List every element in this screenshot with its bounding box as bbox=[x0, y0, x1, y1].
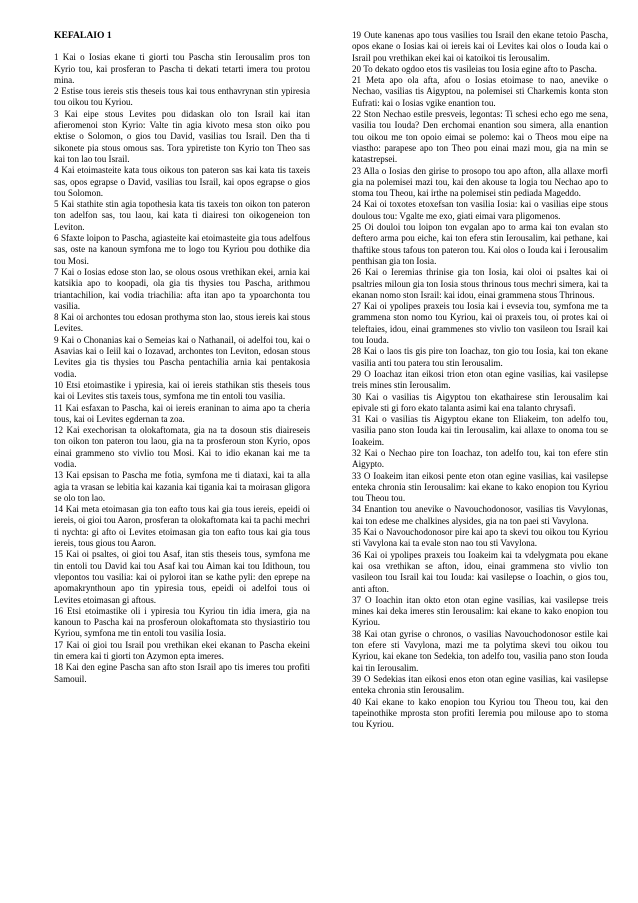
two-column-layout bbox=[54, 30, 608, 883]
verse: 12 Kai exechorisan ta olokaftomata, gia na ta dosoun stis diaireseis ton oikon ton pateron tou laou, gia na ta prosferoun ston Kyrio, opos einai grammeno sto vivlio tou Mosi. Kai to idio ekanan kai me ta vodia. bbox=[54, 425, 310, 469]
verse: 20 To dekato ogdoo etos tis vasileias tou Iosia egine afto to Pascha. bbox=[352, 63, 597, 74]
verse: 35 Kai o Navouchodonosor pire kai apo ta skevi tou oikou tou Kyriou sti Vavylona kai ta evale ston nao tou sti Vavylona. bbox=[352, 527, 608, 549]
verse: 40 Kai ekane to kako enopion tou Kyriou tou Theou tou, kai den tapeinothike mprosta ston profiti Ieremia pou milouse apo to stoma tou Kyriou. bbox=[352, 696, 608, 730]
verse: 7 Kai o Iosias edose ston lao, se olous osous vrethikan ekei, arnia kai katsikia apo to koopadi, ola gia tis thysies tou Pascha, arithmou triantachilion, kai vodia triachilia: afta itan apo ta ypoarchonta tou vasilia. bbox=[54, 266, 310, 311]
verse: 6 Sfaxte loipon to Pascha, agiasteite kai etoimasteite gia tous adelfous sas, oste na kanoun symfona me to logo tou Kyriou pou dothike dia tou Mosi. bbox=[54, 233, 310, 266]
verse: 31 Kai o vasilias tis Aigyptou ekane ton Eliakeim, ton adelfo tou, vasilia pano ston Iouda kai tin Ierousalim, kai allaxe to onoma tou se Ioakeim. bbox=[352, 414, 608, 447]
left-column bbox=[54, 30, 310, 883]
verse: 33 O Ioakeim itan eikosi pente eton otan egine vasilias, kai vasilepse enteka chronia stin Ierousalim: kai ekane to kako enopion tou Kyriou tou Theou tou. bbox=[352, 470, 608, 504]
verse: 25 Oi douloi tou loipon ton evgalan apo to arma kai ton evalan sto deftero arma pou eiche, kai ton efera stin Ierousalim, kai pethane, kai thaftike stous tafous ton pateron tou. Kai olos o Iouda kai i Ierousalim penthisan gia ton Iosia. bbox=[352, 222, 608, 266]
verse: 30 Kai o vasilias tis Aigyptou ton ekathairese stin Ierousalim kai epivale sti gi forο ekato talanta asimi kai ena talanto chrysafi. bbox=[352, 391, 608, 413]
verse: 17 Kai oi gioi tou Israil pou vrethikan ekei ekanan to Pascha ekeini tin emera kai ti giorti ton Azymon epta imeres. bbox=[54, 639, 310, 662]
verse: 18 Kai den egine Pascha san afto ston Israil apo tis imeres tou profiti Samouil. bbox=[54, 662, 310, 684]
verse: 4 Kai etoimasteite kata tous oikous ton pateron sas kai kata tis taxeis sas, opos egrapse o David, vasilias tou Israil, kai opos egrapse o gios tou Solomon. bbox=[54, 165, 310, 198]
verse: 38 Kai otan gyrise o chronos, o vasilias Navouchodonosor estile kai ton efere sti Vavylona, mazi me ta polytima skevi tou oikou tou Kyriou, kai ekane ton Sedekia, ton adelfo tou, vasilia pano ston Iouda kai tin Ierousalim. bbox=[352, 628, 608, 673]
verse: 22 Ston Nechao estile presveis, legontas: Ti schesi echo ego me sena, vasilia tou Iouda? Den erchomai enantion sou simera, alla enantion tou oikou me ton opoio eimai se polemo: kai o Theos mou eipe na viastho: parapese apo ton Theo pou einai mazi mou, gia na min se katastrepsei. bbox=[352, 109, 608, 165]
verse: 37 O Ioachin itan okto eton otan egine vasilias, kai vasilepse treis mines kai deka imeres stin Ierousalim: kai ekane to kako enopion tou Kyriou. bbox=[352, 594, 608, 628]
verse: 2 Estise tous iereis stis theseis tous kai tous enthavrynan stin ypiresia tou oikou tou Kyriou. bbox=[54, 86, 310, 108]
verse: 11 Kai esfaxan to Pascha, kai oi iereis eraninan to aima apo ta cheria tous, kai oi Levites egdernan ta zoa. bbox=[54, 402, 310, 424]
verse: 39 O Sedekias itan eikosi enos eton otan egine vasilias, kai vasilepse enteka chronia stin Ierousalim. bbox=[352, 673, 608, 696]
verse: 10 Etsi etoimastike i ypiresia, kai oi iereis stathikan stis theseis tous kai oi Levites stis taxeis tous, symfona me tin entoli tou vasilia. bbox=[54, 379, 310, 402]
verse: 3 Kai eipe stous Levites pou didaskan olo ton Israil kai itan afieromenoi ston Kyrio: Valte tin agia kivoto mesa ston oiko pou ektise o Solomon, o gios tou David, vasilias tou Israil. Den tha ti sikonete pia stous omous sas. Tora ypiretiste ton Kyrio ton Theo sas kai ton lao tou Israil. bbox=[54, 108, 310, 164]
verse: 29 O Ioachaz itan eikosi trion eton otan egine vasilias, kai vasilepse treis mines stin Ierousalim. bbox=[352, 368, 608, 391]
verse: 34 Enantion tou anevike o Navouchodonosor, vasilias tis Vavylonas, kai ton edese me chalkines alysides, gia na ton paei sti Vavylona. bbox=[352, 504, 608, 526]
verse: 9 Kai o Chonanias kai o Semeias kai o Nathanail, oi adelfoi tou, kai o Asavias kai o Ieiil kai o Iozavad, archontes ton Leviton, edosan stous Levites gia tis thysies tou Pascha pentachilia arnia kai pentakosia vodia. bbox=[54, 334, 310, 379]
verse: 14 Kai meta etoimasan gia ton eafto tous kai gia tous iereis, epeidi oi iereis, oi gioi tou Aaron, prosferan ta olokaftomata kai ta pachi mechri ti nychta: gi afto oi Levites etoimasan gia ton eafto tous kai gia tous iereis, tous giοus tou Aaron. bbox=[54, 504, 310, 549]
verse: 36 Kai oi ypolipes praxeis tou Ioakeim kai ta vdelygmata pou ekane kai osa vrethikan se afton, idou, einai grammena sto vivlio ton vasileon tou Israil kai tou Iouda: kai vasilepse o Ioachin, o gios tou, anti afton. bbox=[352, 549, 608, 594]
verse: 21 Meta apo ola afta, afou o Iosias etoimase to naο, anevike o Nechao, vasilias tis Aigyptou, na polemisei sti Charkemis konta ston Eufrati: kai o Iosias vgike enantion tou. bbox=[352, 75, 608, 108]
right-column bbox=[352, 30, 608, 883]
verse: 5 Kai stathite stin agia topothesia kata tis taxeis ton oikon ton pateron ton adelfon sas, tou laou, kai kata ti diairesi ton oikogeneion ton Leviton. bbox=[54, 199, 310, 232]
verse: 1 Kai o Iosias ekane ti giorti tou Pascha stin Ierousalim pros ton Kyrio tou, kai prosferan to Pascha ti dekati tetarti imera tou protou mina. bbox=[54, 52, 310, 85]
verse: 26 Kai o Ieremias thrinise gia ton Iosia, kai oloi oi psaltes kai oi psaltries miloun gia ton Iosia stous thrinous tous mechri simera, kai ta ekanan nomo ston Israil: kai idou, einai grammena stous Thrinous. bbox=[352, 267, 608, 300]
verse: 27 Kai oi ypolipes praxeis tou Iosia kai i evsevia tou, symfona me ta grammena ston nomo tou Kyriou, kai oi praxeis tou, oi protes kai oi teleftaies, idou, einai grammenes sto vivlio ton vasileon tou Israil kai tou Iouda. bbox=[352, 301, 608, 346]
verse: 24 Kai oi toxotes etoxefsan ton vasilia Iosia: kai o vasilias eipe stous doulous tou: Vgalte me exo, giati eimai vara pligomenos. bbox=[352, 199, 608, 221]
verse: 23 Alla o Iosias den girise to prosopo tou apo afton, alla allaxe morfi gia na polemisei mazi tou, kai den akouse ta logia tou Nechao apo to stoma tou Theou, kai irthe na polemisei stin pediada Mageddo. bbox=[352, 165, 608, 199]
verse: 15 Kai oi psaltes, oi gioi tou Asaf, itan stis theseis tous, symfona me tin entoli tou David kai tou Asaf kai tou Aiman kai tou Idithoun, tou vlepontos tou vasilia: kai oi pyloroi itan se kathe pyli: den eprepe na apomakrynthoun apo tin ypiresia tous, epeidi oi adelfoi tous oi Levites etoimasan gi aftous. bbox=[54, 549, 310, 605]
verse: 13 Kai epsisan to Pascha me fotia, symfona me ti diataxi, kai ta alla agia ta vrasan se lebitia kai kazania kai tigania kai ta moirasan gligora se olo ton lao. bbox=[54, 470, 310, 503]
chapter-heading: KEFALAIO 1 bbox=[54, 30, 112, 41]
verse: 19 Oute kanenas apo tous vasilies tou Israil den ekane tetoio Pascha, opos ekane o Iosias kai oi iereis kai oi Levites kai olos o Iouda kai o Israil pou vrethikan ekei kai oi katoikoi tis Ierousalim. bbox=[352, 30, 608, 63]
verse: 32 Kai o Nechao pire ton Ioachaz, ton adelfo tou, kai ton efere stin Aigypto. bbox=[352, 447, 608, 470]
verse: 8 Kai oi archontes tou edosan prothyma ston lao, stous iereis kai stous Levites. bbox=[54, 312, 310, 334]
verse: 16 Etsi etoimastike oli i ypiresia tou Kyriou tin idia imera, gia na kanoun to Pascha kai na prosferoun olokaftomata sto thysiastirio tou Kyriou, symfona me tin entoli tou vasilia Iosia. bbox=[54, 605, 310, 639]
verse: 28 Kai o laos tis gis pire ton Ioachaz, ton gio tou Iosia, kai ton ekane vasilia anti tou patera tou stin Ierousalim. bbox=[352, 346, 608, 368]
